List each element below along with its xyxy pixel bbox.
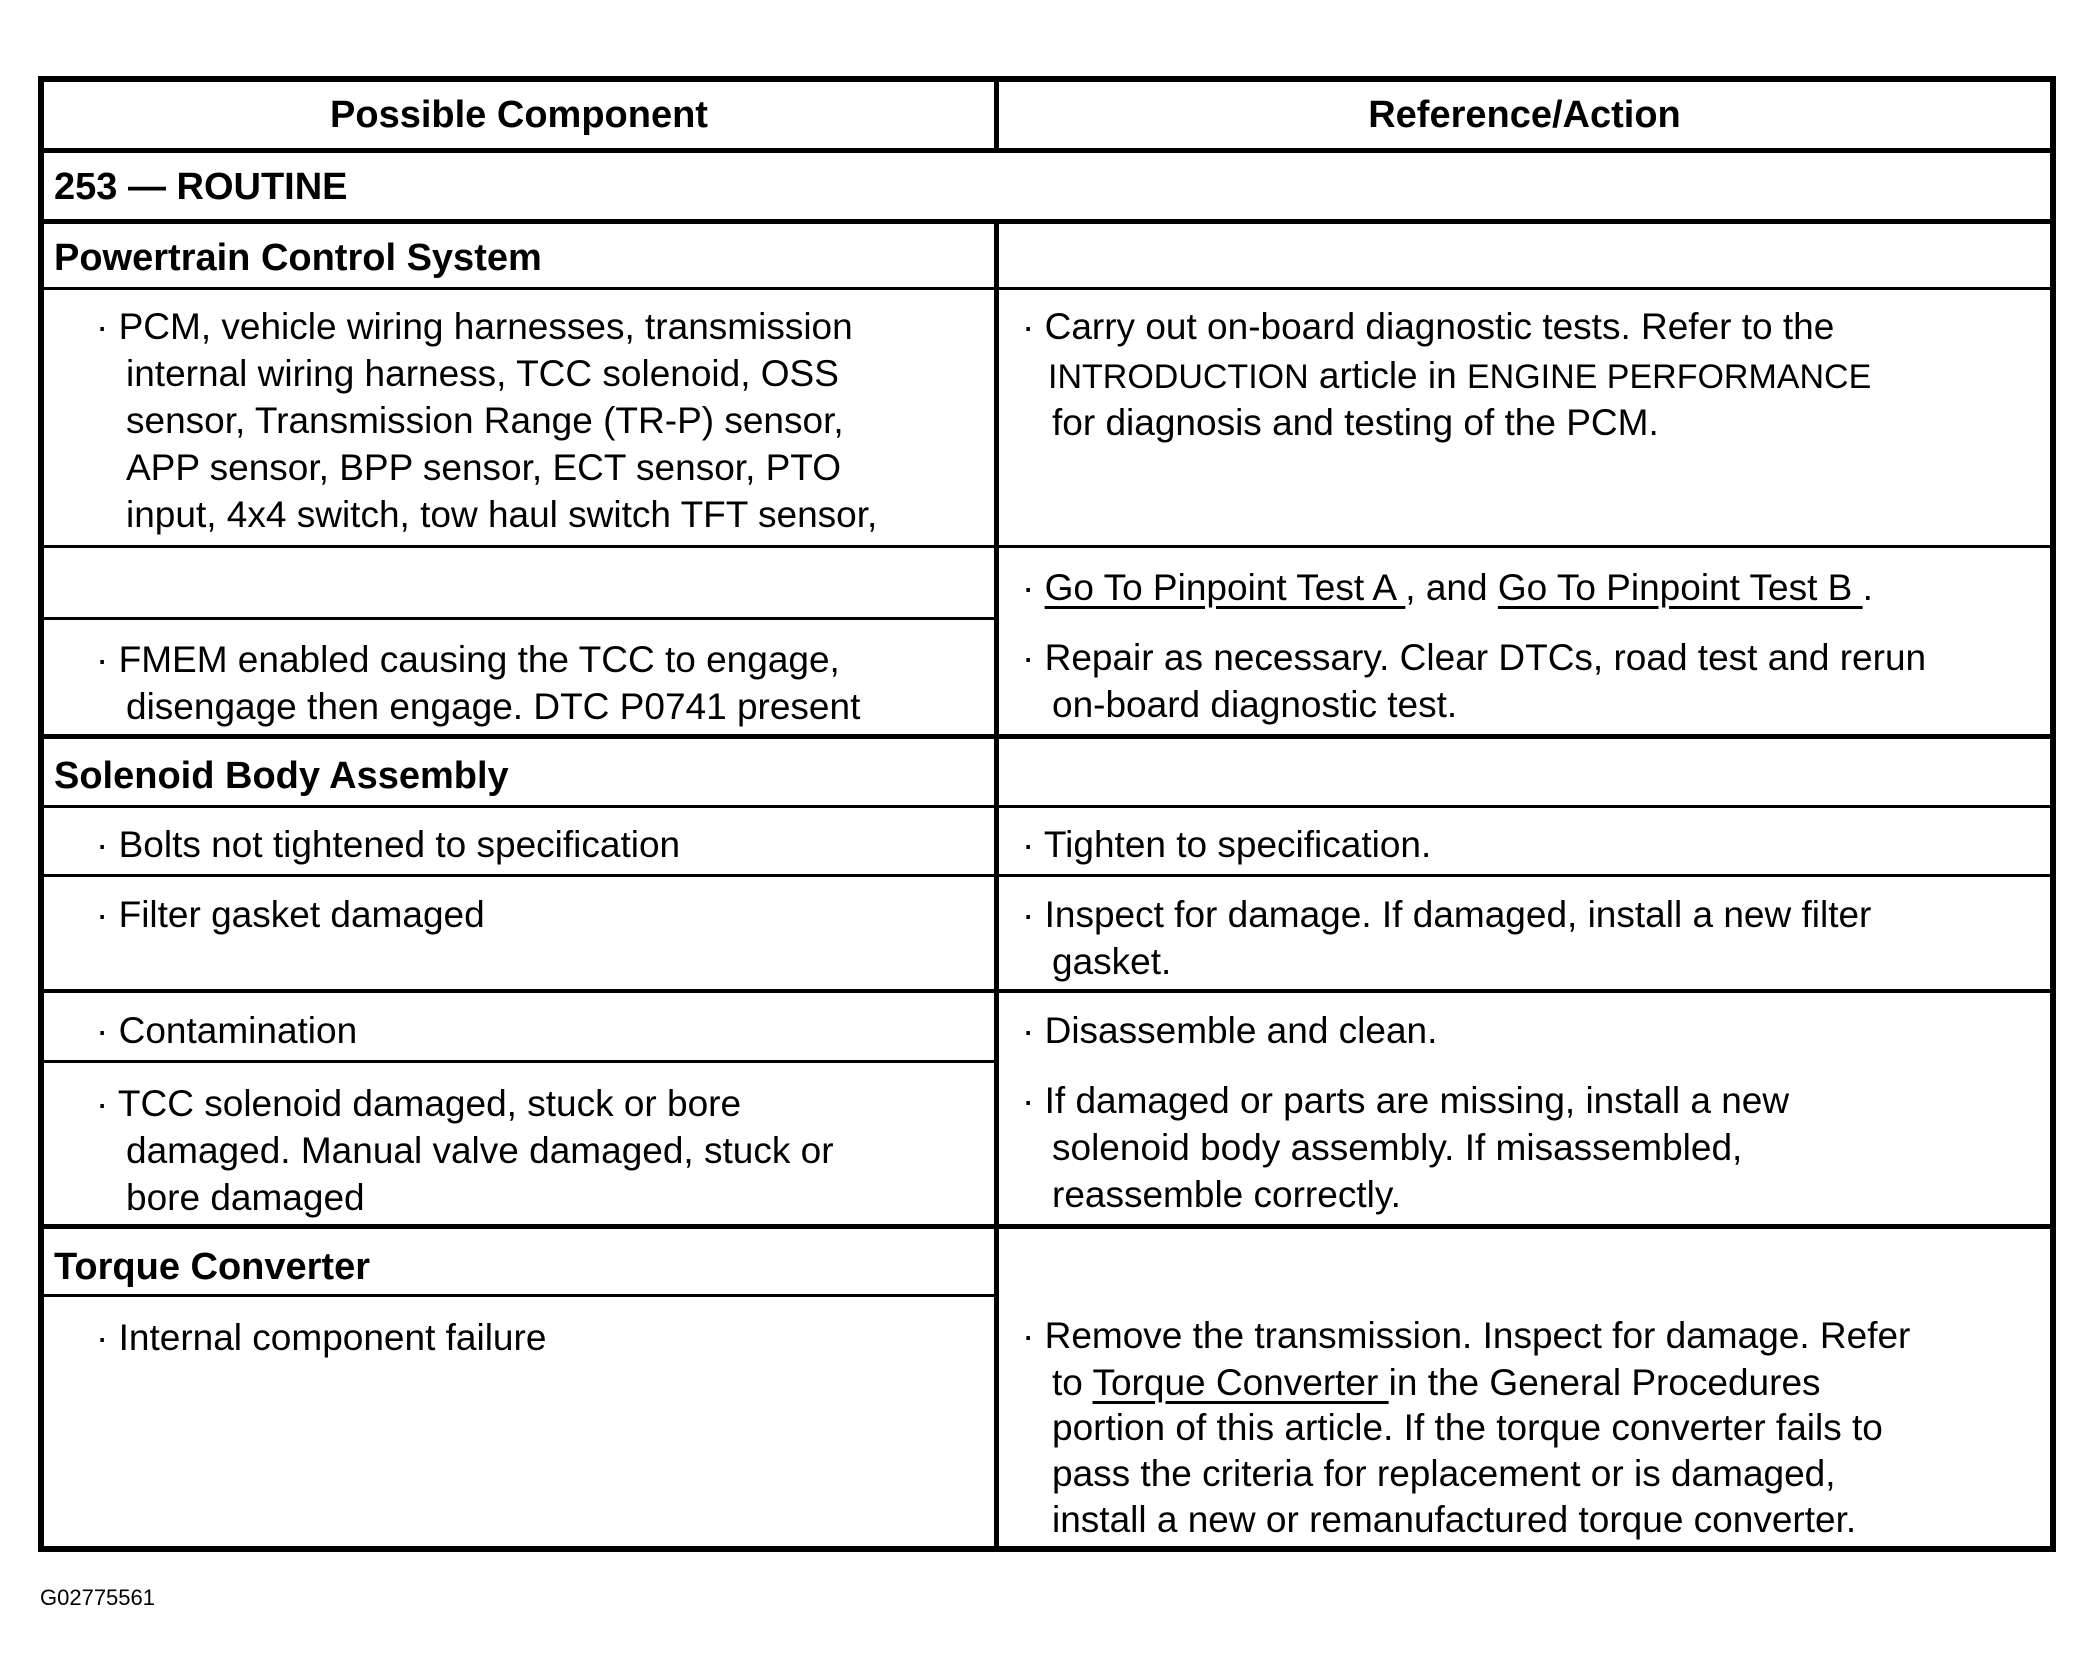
header-reference-action: Reference/Action <box>1368 94 1681 136</box>
rule-powertrain-bottom <box>38 287 2056 290</box>
filter-action-line-2: gasket. <box>1052 941 1172 982</box>
pcm-component-line-4: APP sensor, BPP sensor, ECT sensor, PTO <box>126 447 842 488</box>
pcm-component-line-2: internal wiring harness, TCC solenoid, OSS <box>126 353 839 394</box>
tcc-action-line-3: reassemble correctly. <box>1052 1174 1401 1215</box>
rule-solenoid-section-bottom <box>38 1224 2056 1229</box>
tcc-component-line-3: bore damaged <box>126 1177 365 1218</box>
bolts-action: · Tighten to specification. <box>1022 824 1432 865</box>
pinpoint-test-b-link[interactable]: Go To Pinpoint Test B <box>1497 567 1863 608</box>
rule-solenoid-bottom <box>38 805 2056 808</box>
internal-action-line-4: pass the criteria for replacement or is damaged, <box>1052 1453 1836 1494</box>
pcm-action-line-1: · Carry out on-board diagnostic tests. Refer to the <box>1022 306 1835 347</box>
table-border-top <box>38 76 2056 82</box>
section-solenoid-body: Solenoid Body Assembly <box>54 755 509 797</box>
table-border-left <box>38 76 44 1552</box>
introduction-reference: INTRODUCTION <box>1048 358 1309 396</box>
pinpoint-bullet: · <box>1022 567 1045 608</box>
column-divider-body <box>994 222 999 1552</box>
header-possible-component: Possible Component <box>330 94 708 136</box>
rule-fmem-bottom <box>38 734 2056 739</box>
rule-blank-left-bottom <box>38 617 996 620</box>
to-text: to <box>1052 1362 1093 1403</box>
article-in-text: article in <box>1308 355 1467 396</box>
tcc-action-line-1: · If damaged or parts are missing, install a new <box>1022 1080 1790 1121</box>
pinpoint-and-text: , and <box>1405 567 1498 608</box>
internal-component: · Internal component failure <box>96 1317 547 1358</box>
rule-filter-bottom <box>38 989 2056 993</box>
rule-pcm-bottom <box>38 545 2056 548</box>
fmem-action-line-1: · Repair as necessary. Clear DTCs, road test and rerun <box>1022 637 1927 678</box>
table-border-right <box>2050 76 2056 1552</box>
internal-action-line-1: · Remove the transmission. Inspect for damage. Refer <box>1022 1315 1911 1356</box>
pcm-component-line-3: sensor, Transmission Range (TR-P) sensor, <box>126 400 844 441</box>
tcc-component-line-1: · TCC solenoid damaged, stuck or bore <box>96 1083 742 1124</box>
rule-routine-bottom <box>38 219 2056 224</box>
pcm-action-line-3: for diagnosis and testing of the PCM. <box>1052 402 1659 443</box>
contamination-action: · Disassemble and clean. <box>1022 1010 1438 1051</box>
general-procedures-text: in the General Procedures <box>1388 1362 1821 1403</box>
pinpoint-test-a-link[interactable]: Go To Pinpoint Test A <box>1044 567 1406 608</box>
internal-action-line-3: portion of this article. If the torque converter fails to <box>1052 1407 1883 1448</box>
contamination-component: · Contamination <box>96 1010 358 1051</box>
tcc-component-line-2: damaged. Manual valve damaged, stuck or <box>126 1130 834 1171</box>
rule-torque-left-bottom <box>38 1294 996 1297</box>
internal-action-line-2 <box>1052 1360 1821 1406</box>
fmem-component-line-2: disengage then engage. DTC P0741 present <box>126 686 861 727</box>
routine-title: 253 — ROUTINE <box>54 166 348 208</box>
bolts-component: · Bolts not tightened to specification <box>96 824 681 865</box>
table-border-bottom <box>38 1546 2056 1552</box>
fmem-action-line-2: on-board diagnostic test. <box>1052 684 1458 725</box>
section-powertrain: Powertrain Control System <box>54 237 542 279</box>
torque-converter-link[interactable]: Torque Converter <box>1092 1362 1389 1403</box>
pcm-action-line-2 <box>1048 353 1871 400</box>
section-torque-converter: Torque Converter <box>54 1246 371 1288</box>
pinpoint-period: . <box>1862 567 1873 608</box>
pcm-component-line-1: · PCM, vehicle wiring harnesses, transmission <box>96 306 853 347</box>
rule-bolts-bottom <box>38 874 2056 877</box>
filter-component: · Filter gasket damaged <box>96 894 485 935</box>
engine-performance-reference: ENGINE PERFORMANCE <box>1467 358 1872 396</box>
rule-header-bottom <box>38 148 2056 153</box>
fmem-component-line-1: · FMEM enabled causing the TCC to engage, <box>96 639 840 680</box>
rule-contam-left-bottom <box>38 1060 996 1063</box>
figure-code: G02775561 <box>40 1585 155 1610</box>
filter-action-line-1: · Inspect for damage. If damaged, install a new filter <box>1022 894 1872 935</box>
internal-action-line-5: install a new or remanufactured torque converter. <box>1052 1499 1857 1540</box>
tcc-action-line-2: solenoid body assembly. If misassembled, <box>1052 1127 1743 1168</box>
pinpoint-action <box>1022 565 1873 611</box>
pcm-component-line-5: input, 4x4 switch, tow haul switch TFT sensor, <box>126 494 878 535</box>
